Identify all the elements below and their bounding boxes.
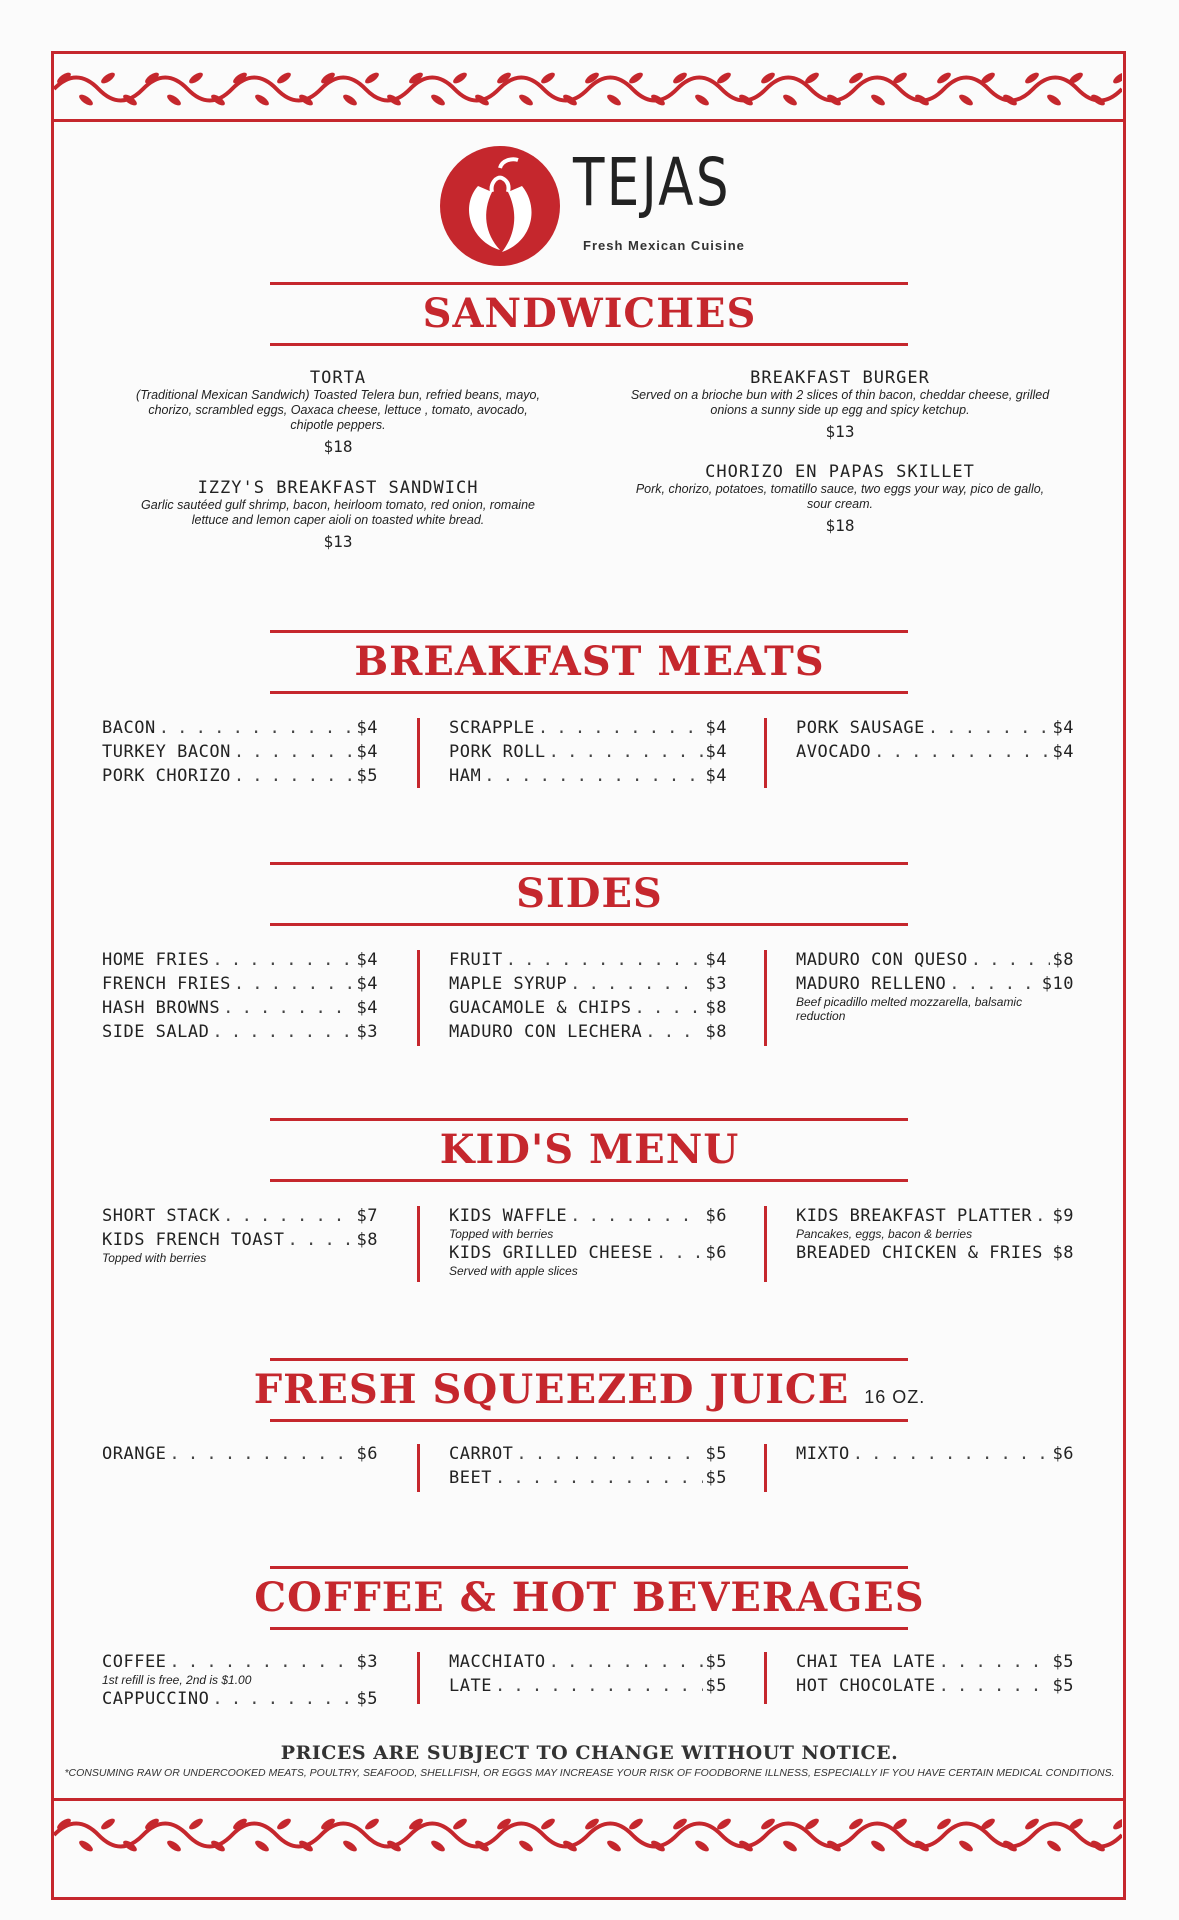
item-description: Served on a brioche bun with 2 slices of thin bacon, cheddar cheese, grilled onions a sunny side up egg and spicy ketchup. [630, 388, 1050, 417]
menu-row [102, 974, 378, 998]
vine-leaf [781, 93, 798, 108]
item-price: $5 [705, 1652, 727, 1672]
item-note: Topped with berries [449, 1227, 554, 1241]
item-name: MAPLE SYRUP [449, 974, 568, 994]
item-name: HOME FRIES [102, 950, 210, 970]
vine-leaf [187, 71, 204, 86]
item-price: $4 [356, 950, 378, 970]
meats-col-2 [449, 718, 727, 790]
item-name: KIDS FRENCH TOAST [102, 1230, 285, 1250]
item-price: $6 [1052, 1444, 1074, 1464]
menu-row [796, 1444, 1074, 1468]
section-title: COFFEE & HOT BEVERAGES [254, 1574, 925, 1621]
vine-leaf [693, 1839, 710, 1854]
price-notice: PRICES ARE SUBJECT TO CHANGE WITHOUT NOTICE. [280, 1742, 899, 1764]
vine-border-top [54, 56, 1122, 122]
vine-leaf [869, 93, 886, 108]
item-price: $8 [1052, 1243, 1074, 1263]
menu-row [796, 1243, 1074, 1267]
vine-leaf [429, 1839, 446, 1854]
item-price: $8 [1052, 950, 1074, 970]
menu-row [449, 766, 727, 790]
vine-leaf [1111, 71, 1122, 86]
leader-dots [635, 998, 703, 1018]
leader-dots [212, 1689, 353, 1709]
vine-leaf [253, 93, 270, 108]
menu-row [449, 950, 727, 974]
meats-col-1 [102, 718, 378, 790]
vine-leaf [363, 71, 380, 86]
item-price: $4 [356, 742, 378, 762]
menu-row [102, 1206, 378, 1230]
column-divider [764, 718, 767, 788]
item-note: 1st refill is free, 2nd is $1.00 [102, 1673, 252, 1687]
leader-dots [169, 1444, 353, 1464]
leader-dots [549, 1652, 703, 1672]
vine-leaf [187, 1817, 204, 1832]
column-divider [417, 718, 420, 788]
column-divider [764, 1444, 767, 1492]
item-name: BEET [449, 1468, 492, 1488]
item-name: BACON [102, 718, 156, 738]
item-name: SHORT STACK [102, 1206, 221, 1226]
item-name: ORANGE [102, 1444, 167, 1464]
leader-dots [874, 742, 1049, 762]
item-price: $3 [356, 1652, 378, 1672]
item-name: KIDS BREAKFAST PLATTER [796, 1206, 1033, 1226]
item-name: SIDE SALAD [102, 1022, 210, 1042]
item-price: $8 [705, 1022, 727, 1042]
item-name: CHAI TEA LATE [796, 1652, 936, 1672]
item-price: $8 [356, 1230, 378, 1250]
item-name: MADURO CON QUESO [796, 950, 968, 970]
kids-col-2 [449, 1206, 727, 1280]
column-divider [417, 950, 420, 1046]
leader-dots [853, 1444, 1050, 1464]
item-name: HASH BROWNS [102, 998, 221, 1018]
vine-leaf [605, 1839, 622, 1854]
pepper-logo-icon [440, 146, 560, 266]
vine-leaf [781, 1839, 798, 1854]
section-title: SIDES [516, 870, 663, 917]
item-name: MIXTO [796, 1444, 850, 1464]
coffee-col-2 [449, 1652, 727, 1700]
item-description: (Traditional Mexican Sandwich) Toasted Telera bun, refried beans, mayo, chorizo, scrambled eggs, Oaxaca cheese, lettuce , tomato, avocado, chipotle peppers. [136, 388, 540, 432]
column-divider [764, 1206, 767, 1282]
juice-col-3 [796, 1444, 1074, 1468]
item-name: PORK CHORIZO [102, 766, 231, 786]
leader-dots [928, 718, 1050, 738]
item-description: Garlic sautéed gulf shrimp, bacon, heirloom tomato, red onion, romaine lettuce and lemon caper aioli on toasted white bread. [141, 498, 535, 527]
leader-dots [549, 742, 703, 762]
menu-row [449, 998, 727, 1022]
item-price: $4 [1052, 718, 1074, 738]
item-name: SCRAPPLE [449, 718, 535, 738]
leader-dots [656, 1243, 703, 1263]
vine-leaf [451, 1817, 468, 1832]
item-price: $5 [705, 1676, 727, 1696]
juice-title: FRESH SQUEEZED JUICE [253, 1366, 850, 1413]
item-price: $18 [825, 516, 855, 535]
item-price: $3 [705, 974, 727, 994]
item-name: FRUIT [449, 950, 503, 970]
logo [440, 146, 760, 266]
item-name: BREAKFAST BURGER [750, 368, 930, 388]
column-divider [417, 1444, 420, 1492]
vine-leaf [253, 1839, 270, 1854]
item-name: CARROT [449, 1444, 514, 1464]
leader-dots [1035, 1206, 1049, 1226]
kids-col-3 [796, 1206, 1074, 1267]
vine-leaf [165, 1839, 182, 1854]
menu-row [102, 742, 378, 766]
leader-dots [159, 718, 354, 738]
juice-size-note: 16 OZ. [864, 1387, 926, 1407]
column-divider [417, 1206, 420, 1282]
leader-dots [1046, 1243, 1050, 1263]
item-price: $8 [705, 998, 727, 1018]
leader-dots [570, 1206, 702, 1226]
item-name: MADURO RELLENO [796, 974, 947, 994]
menu-row [102, 718, 378, 742]
item-name: TURKEY BACON [102, 742, 231, 762]
item-note: Topped with berries [102, 1251, 207, 1265]
vine-leaf [957, 93, 974, 108]
leader-dots [223, 998, 353, 1018]
vine-leaf [341, 1839, 358, 1854]
section-title [0, 1366, 1179, 1413]
leader-dots [971, 950, 1050, 970]
top-divider [51, 119, 1126, 122]
item-price: $4 [705, 766, 727, 786]
item-price: $5 [705, 1468, 727, 1488]
item-price: $5 [1052, 1652, 1074, 1672]
menu-item-burger [630, 368, 1050, 441]
menu-item-izzys [128, 478, 548, 551]
leader-dots [288, 1230, 354, 1250]
item-name: COFFEE [102, 1652, 167, 1672]
leader-dots [506, 950, 703, 970]
leader-dots [212, 1022, 353, 1042]
vine-leaf [275, 71, 292, 86]
item-note: Pancakes, eggs, bacon & berries [796, 1227, 973, 1241]
leader-dots [234, 974, 354, 994]
item-name: MACCHIATO [449, 1652, 546, 1672]
menu-row [796, 950, 1074, 974]
section-title: SANDWICHES [422, 290, 757, 337]
item-name: KIDS WAFFLE [449, 1206, 568, 1226]
item-price: $4 [705, 742, 727, 762]
vine-leaf [99, 1817, 116, 1832]
item-name: KIDS GRILLED CHEESE [449, 1243, 653, 1263]
item-price: $4 [1052, 742, 1074, 762]
menu-row [796, 1676, 1074, 1700]
food-safety-disclaimer: *CONSUMING RAW OR UNDERCOOKED MEATS, POULTRY, SEAFOOD, SHELLFISH, OR EGGS MAY INCREASE YOUR RISK OF FOODBORNE ILLNESS, ESPECIALLY IF YOU HAVE CERTAIN MEDICAL CONDITIONS. [64, 1767, 1115, 1779]
item-price: $5 [1052, 1676, 1074, 1696]
vine-leaf [605, 93, 622, 108]
juice-col-2 [449, 1444, 727, 1492]
leader-dots [495, 1468, 703, 1488]
vine-leaf [429, 93, 446, 108]
column-divider [764, 1652, 767, 1704]
vine-leaf [627, 1817, 644, 1832]
column-divider [417, 1652, 420, 1704]
leader-dots [949, 974, 1038, 994]
menu-row [449, 1022, 727, 1046]
item-price: $4 [705, 950, 727, 970]
leader-dots [939, 1652, 1050, 1672]
leader-dots [645, 1022, 702, 1042]
item-price: $13 [323, 532, 353, 551]
item-name: TORTA [309, 368, 367, 388]
menu-row [449, 718, 727, 742]
item-price: $6 [705, 1206, 727, 1226]
item-price: $5 [356, 766, 378, 786]
vine-leaf [275, 1817, 292, 1832]
menu-row [449, 1676, 727, 1700]
leader-dots [169, 1652, 353, 1672]
vine-leaf [341, 93, 358, 108]
juice-col-1 [102, 1444, 378, 1468]
leader-dots [484, 766, 702, 786]
vine-leaf [693, 93, 710, 108]
item-note: Served with apple slices [449, 1264, 578, 1278]
vine-border-bottom [54, 1802, 1122, 1868]
menu-row [449, 742, 727, 766]
item-name: PORK ROLL [449, 742, 546, 762]
item-price: $6 [356, 1444, 378, 1464]
item-name: AVOCADO [796, 742, 872, 762]
vine-leaf [77, 93, 94, 108]
item-name: PORK SAUSAGE [796, 718, 925, 738]
menu-row [102, 1022, 378, 1046]
menu-row [102, 950, 378, 974]
leader-dots [223, 1206, 353, 1226]
vine-leaf [1045, 93, 1062, 108]
menu-row [796, 718, 1074, 742]
leader-dots [939, 1676, 1050, 1696]
menu-row [102, 1689, 378, 1713]
menu-row [102, 1444, 378, 1468]
item-name: HOT CHOCOLATE [796, 1676, 936, 1696]
bottom-divider [51, 1798, 1126, 1801]
vine-leaf [539, 1817, 556, 1832]
item-price: $6 [705, 1243, 727, 1263]
leader-dots [212, 950, 353, 970]
menu-row [449, 1468, 727, 1492]
leader-dots [570, 974, 702, 994]
item-name: IZZY'S BREAKFAST SANDWICH [197, 478, 479, 498]
item-name: FRENCH FRIES [102, 974, 231, 994]
item-description: Pork, chorizo, potatoes, tomatillo sauce, two eggs your way, pico de gallo, sour cream. [635, 482, 1045, 511]
leader-dots [516, 1444, 702, 1464]
item-price: $13 [825, 422, 855, 441]
vine-leaf [99, 71, 116, 86]
menu-row [796, 742, 1074, 766]
item-price: $5 [705, 1444, 727, 1464]
item-name: CHORIZO EN PAPAS SKILLET [705, 462, 975, 482]
vine-leaf [363, 1817, 380, 1832]
menu-row [449, 974, 727, 998]
vine-leaf [869, 1839, 886, 1854]
item-price: $4 [356, 718, 378, 738]
menu-row [102, 998, 378, 1022]
menu-row [449, 1652, 727, 1676]
leader-dots [234, 742, 354, 762]
sides-col-2 [449, 950, 727, 1046]
item-price: $10 [1041, 974, 1074, 994]
item-name: GUACAMOLE & CHIPS [449, 998, 632, 1018]
vine-leaf [957, 1839, 974, 1854]
vine-leaf [627, 71, 644, 86]
item-price: $7 [356, 1206, 378, 1226]
leader-dots [538, 718, 703, 738]
item-name: MADURO CON LECHERA [449, 1022, 643, 1042]
item-name: CAPPUCCINO [102, 1689, 210, 1709]
vine-leaf [517, 1839, 534, 1854]
section-title: KID'S MENU [439, 1126, 740, 1173]
vine-leaf [451, 71, 468, 86]
vine-leaf [1111, 1817, 1122, 1832]
item-price: $3 [356, 1022, 378, 1042]
brand-name: TEJAS [573, 144, 731, 221]
menu-item-skillet [630, 462, 1050, 535]
item-price: $18 [323, 437, 353, 456]
vine-leaf [539, 71, 556, 86]
item-price: $4 [356, 974, 378, 994]
leader-dots [234, 766, 354, 786]
brand-tagline: Fresh Mexican Cuisine [583, 238, 745, 253]
vine-leaf [165, 93, 182, 108]
coffee-col-3 [796, 1652, 1074, 1700]
menu-row [449, 1444, 727, 1468]
section-title: BREAKFAST MEATS [354, 638, 825, 685]
menu-row [796, 1652, 1074, 1676]
coffee-col-1 [102, 1652, 378, 1713]
column-divider [764, 950, 767, 1046]
item-name: LATE [449, 1676, 492, 1696]
kids-col-1 [102, 1206, 378, 1267]
menu-row [102, 766, 378, 790]
item-name: BREADED CHICKEN & FRIES [796, 1243, 1043, 1263]
item-name: HAM [449, 766, 482, 786]
item-price: $4 [356, 998, 378, 1018]
item-note: Beef picadillo melted mozzarella, balsamic reduction [796, 995, 1023, 1023]
item-price: $5 [356, 1689, 378, 1709]
vine-leaf [517, 93, 534, 108]
item-price: $9 [1052, 1206, 1074, 1226]
vine-leaf [77, 1839, 94, 1854]
sides-col-3 [796, 950, 1074, 1025]
vine-leaf [1045, 1839, 1062, 1854]
meats-col-3 [796, 718, 1074, 766]
leader-dots [495, 1676, 703, 1696]
sides-col-1 [102, 950, 378, 1046]
menu-item-torta [128, 368, 548, 456]
item-price: $4 [705, 718, 727, 738]
